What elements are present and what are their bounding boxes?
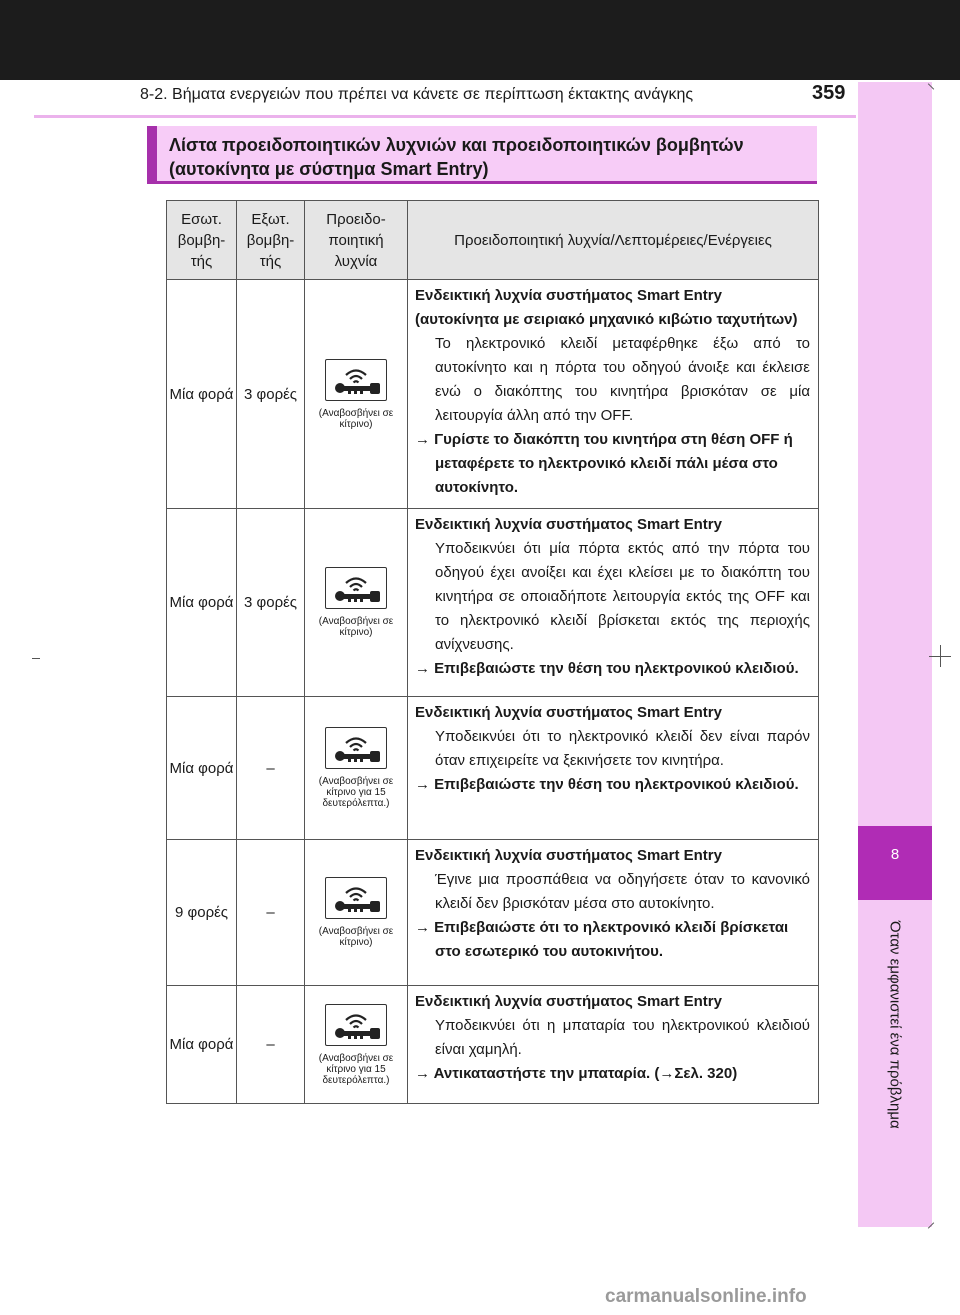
detail-text: Υποδεικνύει ότι η μπαταρία του ηλεκτρονικού κλειδιού είναι χαμηλή.	[435, 1017, 810, 1058]
icon-caption: (Αναβοσβήνει σε κίτρινο)	[318, 407, 394, 430]
section-title-line2: (αυτοκίνητα με σύστημα Smart Entry)	[169, 159, 489, 179]
table-row	[167, 509, 819, 697]
outer-buzzer-value: –	[266, 759, 275, 777]
outer-buzzer-cell	[237, 280, 305, 509]
smart-key-icon	[325, 359, 387, 401]
outer-buzzer-value: –	[266, 1036, 275, 1053]
crop-mark	[940, 645, 941, 667]
inner-buzzer-value: Μία φορά	[169, 594, 234, 611]
section-title-box	[147, 126, 817, 184]
outer-buzzer-value: –	[266, 904, 275, 921]
table-row	[167, 986, 819, 1104]
detail-text: Υποδεικνύει ότι το ηλεκτρονικό κλειδί δεν είναι παρόν όταν επιχειρείτε να ξεκινήσετε τον κινητήρα.	[435, 728, 810, 769]
chapter-label-wrap	[860, 910, 930, 1140]
icon-caption: (Αναβοσβήνει σε κίτρινο)	[318, 616, 394, 638]
inner-buzzer-cell	[167, 509, 237, 697]
detail-action: → Επιβεβαιώστε την θέση του ηλεκτρονικού κλειδιού.	[415, 776, 799, 793]
table-row	[167, 697, 819, 840]
chapter-number: 8	[890, 846, 900, 863]
details-cell	[408, 509, 819, 697]
smart-key-icon	[325, 877, 387, 919]
smart-key-icon	[325, 567, 387, 609]
outer-buzzer-value: 3 φορές	[243, 385, 298, 403]
col-warning-light: Προειδο-ποιητική λυχνία	[305, 201, 408, 280]
inner-buzzer-value: Μία φορά	[169, 385, 234, 403]
warning-light-cell	[305, 840, 408, 986]
detail-text: Το ηλεκτρονικό κλειδί μεταφέρθηκε έξω από το αυτοκίνητο και η πόρτα του οδηγού άνοιξε και έκλεισε ενώ ο διακόπτης του κινητήρα βρισκόταν σε μία λειτουργία άλλη από την OFF.	[435, 335, 810, 424]
detail-action: → Αντικαταστήστε την μπαταρία. (→Σελ. 320)	[415, 1065, 738, 1082]
crop-mark	[32, 658, 40, 659]
warning-light-cell	[305, 280, 408, 509]
warning-table	[166, 200, 819, 1104]
outer-buzzer-cell	[237, 840, 305, 986]
col-details: Προειδοποιητική λυχνία/Λεπτομέρειες/Ενέργειες	[408, 201, 819, 280]
outer-buzzer-cell	[237, 509, 305, 697]
detail-title: Ενδεικτική λυχνία συστήματος Smart Entry	[415, 516, 722, 533]
smart-key-icon	[325, 727, 387, 769]
detail-action: → Επιβεβαιώστε ότι το ηλεκτρονικό κλειδί βρίσκεται στο εσωτερικό του αυτοκινήτου.	[415, 919, 789, 960]
watermark: carmanualsonline.info	[605, 1286, 807, 1307]
details-cell	[408, 280, 819, 509]
inner-buzzer-cell	[167, 986, 237, 1104]
chapter-number-block	[858, 826, 932, 900]
inner-buzzer-cell	[167, 840, 237, 986]
inner-buzzer-value: 9 φορές	[174, 904, 229, 921]
chapter-label: Όταν εμφανιστεί ένα πρόβλημα	[886, 921, 904, 1129]
detail-title: Ενδεικτική λυχνία συστήματος Smart Entry (αυτοκίνητα με σειριακό μηχανικό κιβώτιο ταχυτήτων)	[415, 287, 798, 328]
details-cell	[408, 697, 819, 840]
icon-caption: (Αναβοσβήνει σε κίτρινο)	[318, 926, 394, 948]
section-title	[169, 133, 744, 181]
smart-key-icon	[325, 1004, 387, 1046]
icon-caption: (Αναβοσβήνει σε κίτρινο για 15 δευτερόλεπτα.)	[318, 776, 394, 809]
detail-text: Έγινε μια προσπάθεια να οδηγήσετε όταν το κανονικό κλειδί δεν βρισκόταν μέσα στο αυτοκίνητο.	[435, 871, 810, 912]
outer-buzzer-value: 3 φορές	[243, 594, 298, 611]
details-cell	[408, 840, 819, 986]
inner-buzzer-value: Μία φορά	[169, 1036, 234, 1053]
inner-buzzer-cell	[167, 280, 237, 509]
detail-title: Ενδεικτική λυχνία συστήματος Smart Entry	[415, 704, 722, 721]
detail-title: Ενδεικτική λυχνία συστήματος Smart Entry	[415, 847, 722, 864]
table-row	[167, 840, 819, 986]
detail-text: Υποδεικνύει ότι μία πόρτα εκτός από την πόρτα του οδηγού έχει ανοίξει και έχει κλείσει με το διακόπτη του κινητήρα σε οποιαδήποτε λειτουργία εκτός της OFF και το ηλεκτρονικό κλειδί βρίσκεται εκτός της περιοχής ανίχνευσης.	[435, 540, 810, 653]
section-title-line1: Λίστα προειδοποιητικών λυχνιών και προειδοποιητικών βομβητών	[169, 135, 744, 155]
header-rule	[34, 115, 856, 118]
running-header: 8-2. Βήματα ενεργειών που πρέπει να κάνετε σε περίπτωση έκτακτης ανάγκης	[140, 86, 694, 103]
outer-buzzer-cell	[237, 697, 305, 840]
detail-action: → Επιβεβαιώστε την θέση του ηλεκτρονικού κλειδιού.	[415, 660, 799, 677]
detail-title: Ενδεικτική λυχνία συστήματος Smart Entry	[415, 993, 722, 1010]
col-inner-buzzer: Εσωτ. βομβη-τής	[167, 201, 237, 280]
top-black-bar	[0, 0, 960, 80]
detail-action: → Γυρίστε το διακόπτη του κινητήρα στη θέση OFF ή μεταφέρετε το ηλεκτρονικό κλειδί πάλι μέσα στο αυτοκίνητο.	[415, 431, 793, 496]
col-outer-buzzer: Εξωτ. βομβη-τής	[237, 201, 305, 280]
warning-light-cell	[305, 697, 408, 840]
warning-light-cell	[305, 509, 408, 697]
icon-caption: (Αναβοσβήνει σε κίτρινο για 15 δευτερόλεπτα.)	[318, 1052, 394, 1086]
inner-buzzer-cell	[167, 697, 237, 840]
details-cell	[408, 986, 819, 1104]
outer-buzzer-cell	[237, 986, 305, 1104]
page-number: 359	[812, 82, 846, 104]
inner-buzzer-value: Μία φορά	[169, 759, 234, 777]
warning-light-cell	[305, 986, 408, 1104]
table-row	[167, 280, 819, 509]
table-header-row	[167, 201, 819, 280]
